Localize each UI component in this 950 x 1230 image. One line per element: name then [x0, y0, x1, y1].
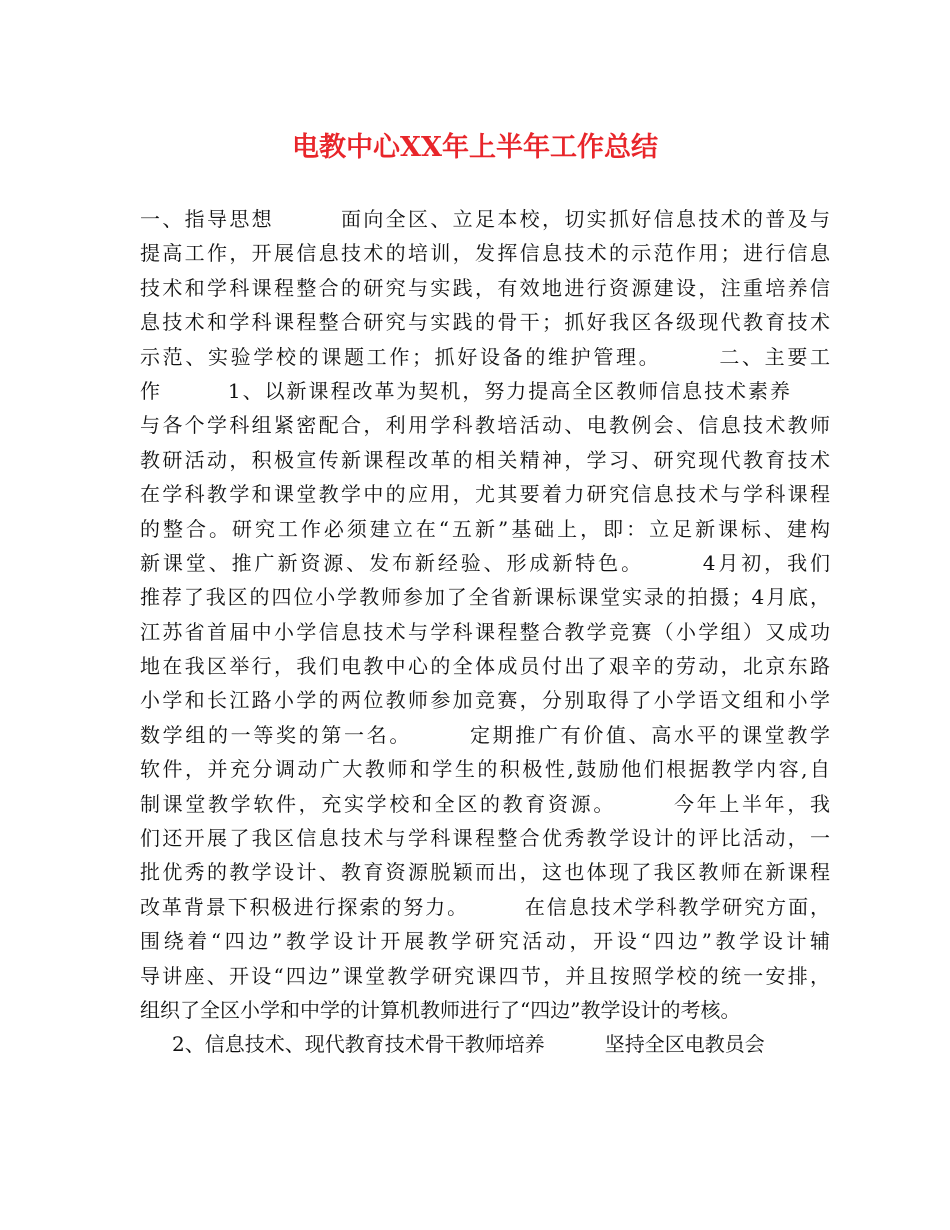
body-line: 2、信息技术、现代教育技术骨干教师培养 坚持全区电教员会 — [172, 1032, 765, 1057]
body-line: 技术和学科课程整合的研究与实践，有效地进行资源建设，注重培养信 — [140, 275, 830, 300]
body-line: 新课堂、推广新资源、发布新经验、形成新特色。 4月初，我们 — [140, 550, 830, 575]
document-title: 电教中心XX年上半年工作总结 — [292, 132, 658, 163]
body-line: 与各个学科组紧密配合，利用学科教培活动、电教例会、信息技术教师 — [140, 413, 830, 438]
body-line: 提高工作，开展信息技术的培训，发挥信息技术的示范作用；进行信息 — [140, 241, 830, 266]
body-line: 一、指导思想 面向全区、立足本校，切实抓好信息技术的普及与 — [140, 207, 830, 231]
body-line: 数学组的一等奖的第一名。 定期推广有价值、高水平的课堂教学 — [140, 722, 830, 747]
body-line: 组织了全区小学和中学的计算机教师进行了“四边”教学设计的考核。 — [140, 997, 741, 1022]
body-line: 软件，并充分调动广大教师和学生的积极性,鼓励他们根据教学内容,自 — [140, 757, 830, 782]
body-line: 制课堂教学软件，充实学校和全区的教育资源。 今年上半年，我 — [140, 791, 830, 816]
body-line: 导讲座、开设“四边”课堂教学研究课四节，并且按照学校的统一安排， — [140, 963, 830, 988]
document-body — [140, 202, 830, 1062]
body-line: 作 1、以新课程改革为契机，努力提高全区教师信息技术素养 — [140, 378, 830, 403]
body-line: 在学科教学和课堂教学中的应用，尤其要着力研究信息技术与学科课程 — [140, 482, 830, 507]
body-line: 批优秀的教学设计、教育资源脱颖而出，这也体现了我区教师在新课程 — [140, 860, 830, 885]
body-line: 围绕着“四边”教学设计开展教学研究活动，开设“四边”教学设计辅 — [140, 929, 830, 954]
body-line: 推荐了我区的四位小学教师参加了全省新课标课堂实录的拍摄；4月底， — [140, 585, 830, 610]
body-line: 息技术和学科课程整合研究与实践的骨干；抓好我区各级现代教育技术 — [140, 310, 830, 335]
body-line: 改革背景下积极进行探索的努力。 在信息技术学科教学研究方面， — [140, 894, 830, 919]
body-line: 示范、实验学校的课题工作；抓好设备的维护管理。 二、主要工 — [140, 344, 830, 369]
body-line: 教研活动，积极宣传新课程改革的相关精神，学习、研究现代教育技术 — [140, 447, 830, 472]
body-line: 的整合。研究工作必须建立在“五新”基础上，即：立足新课标、建构 — [140, 516, 830, 541]
body-line: 江苏省首届中小学信息技术与学科课程整合教学竞赛（小学组）又成功 — [140, 619, 830, 644]
body-line: 们还开展了我区信息技术与学科课程整合优秀教学设计的评比活动，一 — [140, 826, 830, 851]
body-line: 小学和长江路小学的两位教师参加竞赛，分别取得了小学语文组和小学 — [140, 688, 830, 713]
body-line: 地在我区举行，我们电教中心的全体成员付出了艰辛的劳动，北京东路 — [140, 654, 830, 679]
